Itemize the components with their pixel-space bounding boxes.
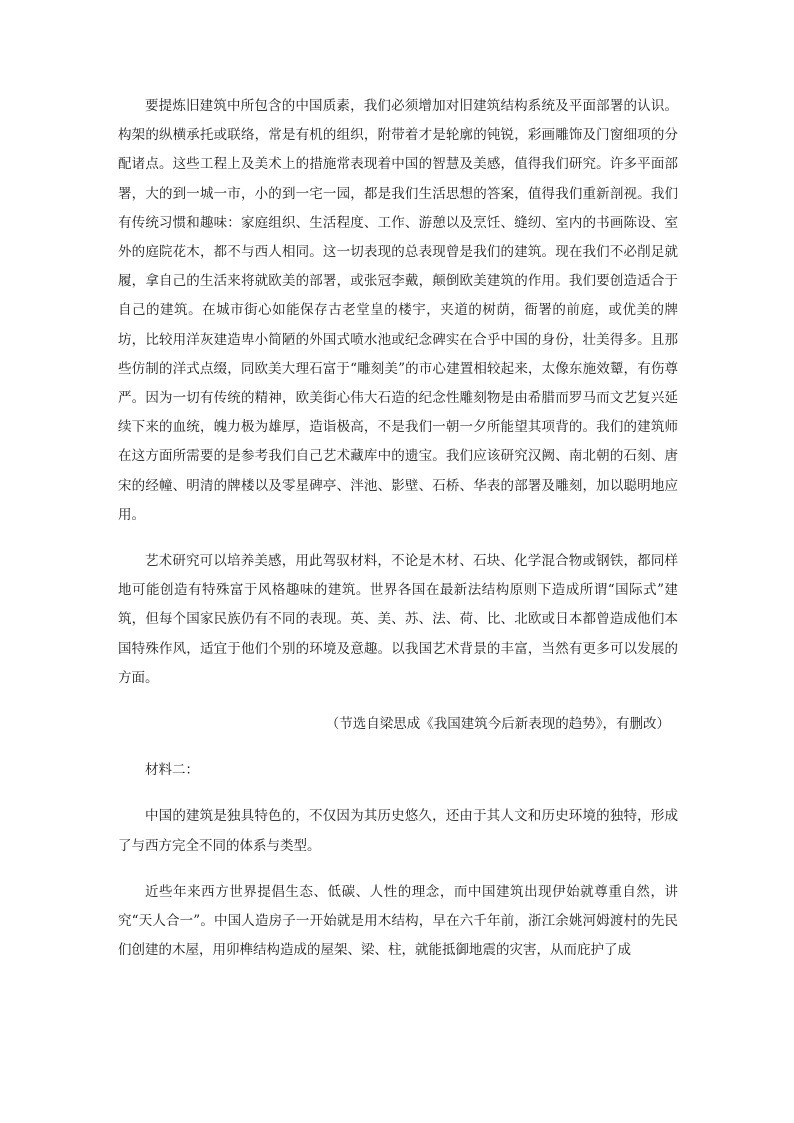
paragraph-2: 艺术研究可以培养美感，用此驾驭材料，不论是木材、石块、化学混合物或钢铁，都同样地可能创造有特殊富于风格趣味的建筑。世界各国在最新法结构原则下造成所谓“国际式”建筑，但每个国家民族仍有不同的表现。英、美、苏、法、荷、比、北欧或日本都曾造成他们本国特殊作风，适宜于他们个别的环境及意趣。以我国艺术背景的丰富，当然有更多可以发展的方面。 (118, 553, 678, 686)
paragraph-gap (118, 785, 678, 802)
paragraph-1: 要提炼旧建筑中所包含的中国质素，我们必须增加对旧建筑结构系统及平面部署的认识。构架的纵横承托或联络，常是有机的组织，附带着才是轮廓的钝锐，彩画雕饰及门窗细项的分配诸点。这些工程上及美术上的措施常表现着中国的智慧及美感，值得我们研究。许多平面部署，大的到一城一市，小的到一宅一园，都是我们生活思想的答案，值得我们重新剖视。我们有传统习惯和趣味：家庭组织、生活程度、工作、游憩以及烹饪、缝纫、室内的书画陈设、室外的庭院花木，都不与西人相同。这一切表现的总表现曾是我们的建筑。现在我们不必削足就履，拿自己的生活来将就欧美的部署，或张冠李戴，颠倒欧美建筑的作用。我们要创造适合于自己的建筑。在城市街心如能保存古老堂皇的楼宇，夹道的树荫，衙署的前庭，或优美的牌坊，比较用洋灰建造卑小简陋的外国式喷水池或纪念碑实在合乎中国的身份，壮美得多。且那些仿制的洋式点缀，同欧美大理石富于“雕刻美”的市心建置相较起来，太像东施效颦，有伤尊严。因为一切有传统的精神，欧美街心伟大石造的纪念性雕刻物是由希腊而罗马而文艺复兴延续下来的血统，魄力极为雄厚，造诣极高，不是我们一朝一夕所能望其项背的。我们的建筑师在这方面所需要的是参考我们自己艺术藏库中的遗宝。我们应该研究汉阙、南北朝的石刻、唐宋的经幢、明清的牌楼以及零星碑亭、泮池、影壁、石桥、华表的部署及雕刻，加以聪明地应用。 (118, 98, 678, 523)
source-citation: （节选自梁思成《我国建筑今后新表现的趋势》，有删改） (325, 716, 670, 733)
paragraph-4: 近些年来西方世界提倡生态、低碳、人性的理念，而中国建筑出现伊始就尊重自然，讲究“天人合一”。中国人造房子一开始就是用木结构，早在六千年前，浙江余姚河姆渡村的先民们创建的木屋，用卯榫结构造成的屋架、梁、柱，就能抵御地震的灾害，从而庇护了成 (118, 883, 678, 959)
paragraph-3: 中国的建筑是独具特色的，不仅因为其历史悠久，还由于其人文和历史环境的独特，形成了与西方完全不同的体系与类型。 (118, 808, 678, 854)
document-page (118, 92, 678, 965)
paragraph-gap (118, 530, 678, 547)
paragraph-gap (118, 693, 678, 710)
material-label: 材料二： (145, 762, 199, 779)
paragraph-gap (118, 739, 678, 756)
paragraph-gap (118, 861, 678, 878)
